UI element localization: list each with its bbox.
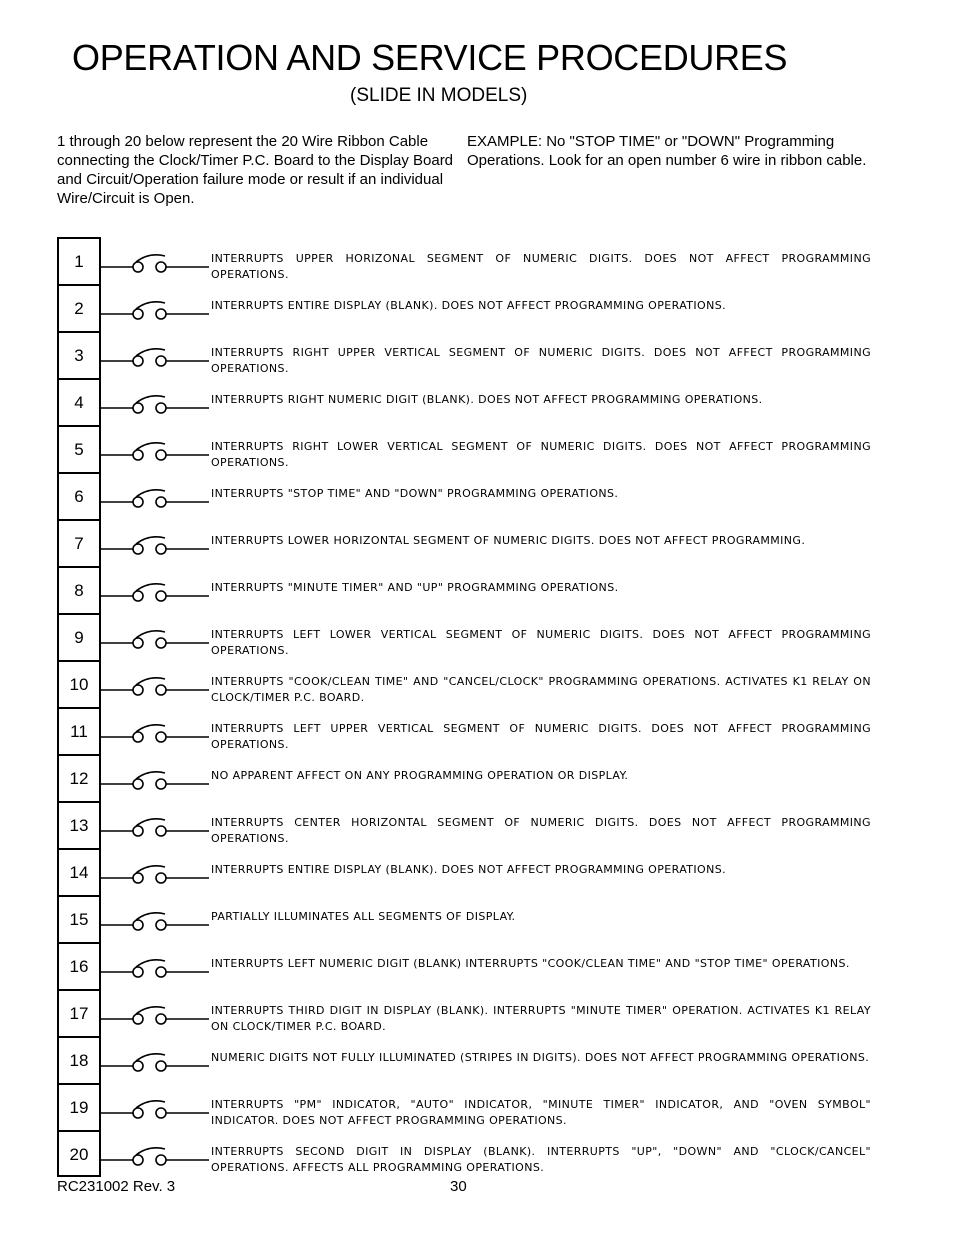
wire-number: 2 [57,284,101,331]
wire-number: 14 [57,848,101,895]
wire-number: 16 [57,942,101,989]
wire-description: INTERRUPTS LEFT NUMERIC DIGIT (BLANK) INTERRUPTS "COOK/CLEAN TIME" AND "STOP TIME" OPERATIONS. [211,957,850,970]
wire-number: 10 [57,660,101,707]
wire-number: 13 [57,801,101,848]
page-subtitle: (SLIDE IN MODELS) [350,85,528,106]
wire-number: 18 [57,1036,101,1083]
wire-description: INTERRUPTS RIGHT NUMERIC DIGIT (BLANK). DOES NOT AFFECT PROGRAMMING OPERATIONS. [211,393,763,406]
wire-row [0,472,954,519]
open-switch-icon [99,292,211,322]
wire-description: INTERRUPTS "COOK/CLEAN TIME" AND "CANCEL/CLOCK" PROGRAMMING OPERATIONS. ACTIVATES K1 RELAY ON CLOCK/TIMER P.C. BOARD. [211,675,871,704]
open-switch-icon [99,1091,211,1121]
wire-description: INTERRUPTS "PM" INDICATOR, "AUTO" INDICATOR, "MINUTE TIMER" INDICATOR, AND "OVEN SYMBOL" INDICATOR. DOES NOT AFFECT PROGRAMMING OPERATIONS. [211,1098,871,1127]
wire-number: 1 [57,237,101,284]
wire-description: INTERRUPTS LEFT UPPER VERTICAL SEGMENT OF NUMERIC DIGITS. DOES NOT AFFECT PROGRAMMING OPERATIONS. [211,722,871,751]
open-switch-icon [99,997,211,1027]
open-switch-icon [99,527,211,557]
page-number: 30 [450,1178,467,1195]
wire-description: NO APPARENT AFFECT ON ANY PROGRAMMING OPERATION OR DISPLAY. [211,769,629,782]
wire-row [0,237,954,284]
open-switch-icon [99,433,211,463]
wire-row [0,989,954,1036]
wire-description: PARTIALLY ILLUMINATES ALL SEGMENTS OF DISPLAY. [211,910,516,923]
example-text: EXAMPLE: No "STOP TIME" or "DOWN" Programming Operations. Look for an open number 6 wire in ribbon cable. [467,133,867,169]
open-switch-icon [99,668,211,698]
wire-row [0,942,954,989]
wire-number: 19 [57,1083,101,1130]
wire-row [0,754,954,801]
wire-description: INTERRUPTS ENTIRE DISPLAY (BLANK). DOES NOT AFFECT PROGRAMMING OPERATIONS. [211,299,726,312]
wire-description: NUMERIC DIGITS NOT FULLY ILLUMINATED (STRIPES IN DIGITS). DOES NOT AFFECT PROGRAMMING OPERATIONS. [211,1051,870,1064]
open-switch-icon [99,715,211,745]
wire-row [0,707,954,754]
wire-description: INTERRUPTS THIRD DIGIT IN DISPLAY (BLANK). INTERRUPTS "MINUTE TIMER" OPERATION. ACTIVATES K1 RELAY ON CLOCK/TIMER P.C. BOARD. [211,1004,871,1033]
wire-number: 12 [57,754,101,801]
open-switch-icon [99,950,211,980]
wire-row [0,378,954,425]
wire-row [0,895,954,942]
open-switch-icon [99,809,211,839]
open-switch-icon [99,1044,211,1074]
wire-description: INTERRUPTS "MINUTE TIMER" AND "UP" PROGRAMMING OPERATIONS. [211,581,619,594]
open-switch-icon [99,574,211,604]
open-switch-icon [99,245,211,275]
open-switch-icon [99,386,211,416]
open-switch-icon [99,762,211,792]
wire-description: INTERRUPTS LEFT LOWER VERTICAL SEGMENT OF NUMERIC DIGITS. DOES NOT AFFECT PROGRAMMING OPERATIONS. [211,628,871,657]
wire-row [0,848,954,895]
wire-number: 8 [57,566,101,613]
wire-number: 20 [57,1130,101,1177]
wire-number: 9 [57,613,101,660]
open-switch-icon [99,339,211,369]
wire-number: 5 [57,425,101,472]
open-switch-icon [99,621,211,651]
wire-description: INTERRUPTS RIGHT UPPER VERTICAL SEGMENT OF NUMERIC DIGITS. DOES NOT AFFECT PROGRAMMING OPERATIONS. [211,346,871,375]
wire-row [0,566,954,613]
open-switch-icon [99,903,211,933]
wire-description: INTERRUPTS SECOND DIGIT IN DISPLAY (BLANK). INTERRUPTS "UP", "DOWN" AND "CLOCK/CANCEL" OPERATIONS. AFFECTS ALL PROGRAMMING OPERATIONS. [211,1145,871,1174]
wire-number: 15 [57,895,101,942]
document-id: RC231002 Rev. 3 [57,1178,176,1195]
table-bottom-border [57,1175,101,1177]
wire-number: 11 [57,707,101,754]
wire-row [0,1130,954,1177]
open-switch-icon [99,856,211,886]
wire-row [0,331,954,378]
open-switch-icon [99,1138,211,1168]
wire-description: INTERRUPTS UPPER HORIZONAL SEGMENT OF NUMERIC DIGITS. DOES NOT AFFECT PROGRAMMING OPERATIONS. [211,252,871,281]
wire-row [0,801,954,848]
intro-text: 1 through 20 below represent the 20 Wire Ribbon Cable connecting the Clock/Timer P.C. Board to the Display Board and Circuit/Operation failure mode or result if an individual Wire/Circuit is Open. [57,133,454,207]
wire-row [0,519,954,566]
wire-number: 17 [57,989,101,1036]
wire-number: 4 [57,378,101,425]
wire-description: INTERRUPTS RIGHT LOWER VERTICAL SEGMENT OF NUMERIC DIGITS. DOES NOT AFFECT PROGRAMMING OPERATIONS. [211,440,871,469]
wire-row [0,284,954,331]
wire-row [0,1083,954,1130]
wire-number: 6 [57,472,101,519]
wire-row [0,425,954,472]
wire-description: INTERRUPTS CENTER HORIZONTAL SEGMENT OF NUMERIC DIGITS. DOES NOT AFFECT PROGRAMMING OPERATIONS. [211,816,871,845]
open-switch-icon [99,480,211,510]
wire-row [0,660,954,707]
wire-number: 3 [57,331,101,378]
wire-row [0,1036,954,1083]
page-title: OPERATION AND SERVICE PROCEDURES [72,37,788,78]
wire-description: INTERRUPTS ENTIRE DISPLAY (BLANK). DOES NOT AFFECT PROGRAMMING OPERATIONS. [211,863,726,876]
wire-number: 7 [57,519,101,566]
wire-description: INTERRUPTS LOWER HORIZONTAL SEGMENT OF NUMERIC DIGITS. DOES NOT AFFECT PROGRAMMING. [211,534,806,547]
wire-description: INTERRUPTS "STOP TIME" AND "DOWN" PROGRAMMING OPERATIONS. [211,487,619,500]
wire-row [0,613,954,660]
